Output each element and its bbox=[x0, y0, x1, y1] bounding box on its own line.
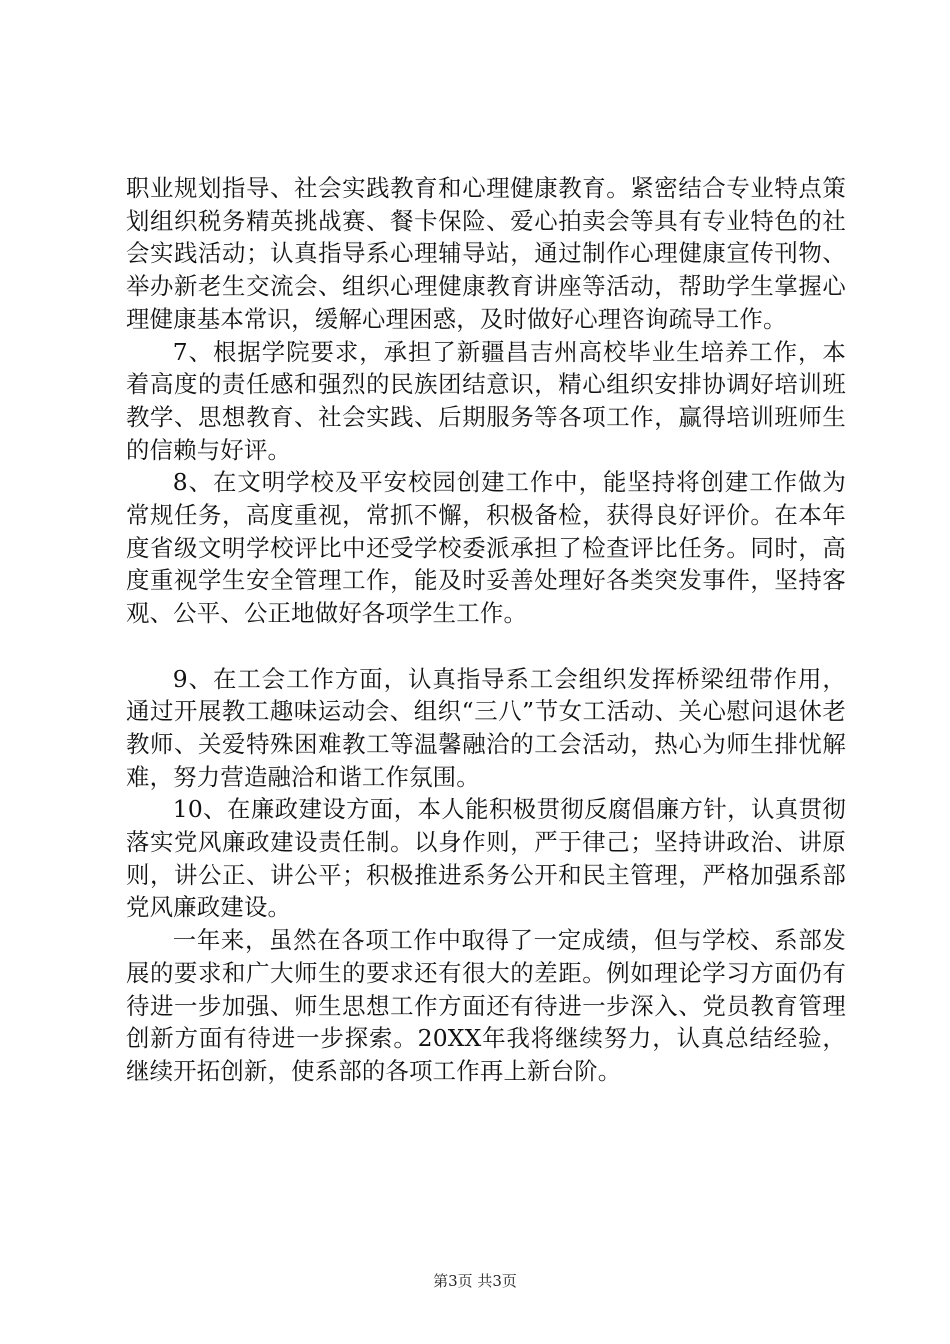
paragraph-item-10: 10、在廉政建设方面，本人能积极贯彻反腐倡廉方针，认真贯彻落实党风廉政建设责任制。以身作则，严于律己；坚持讲政治、讲原则，讲公正、讲公平；积极推进系务公开和民主管理，严格加强系部党风廉政建设。 bbox=[126, 795, 846, 922]
document-body bbox=[126, 172, 846, 1088]
paragraph-summary: 一年来，虽然在各项工作中取得了一定成绩，但与学校、系部发展的要求和广大师生的要求还有很大的差距。例如理论学习方面仍有待进一步加强、师生思想工作方面还有待进一步深入、党员教育管理创新方面有待进一步探索。20XX年我将继续努力，认真总结经验，继续开拓创新，使系部的各项工作再上新台阶。 bbox=[126, 926, 846, 1085]
paragraph-item-7: 7、根据学院要求，承担了新疆昌吉州高校毕业生培养工作，本着高度的责任感和强烈的民族团结意识，精心组织安排协调好培训班教学、思想教育、社会实践、后期服务等各项工作，赢得培训班师生的信赖与好评。 bbox=[126, 337, 846, 464]
paragraph-item-8: 8、在文明学校及平安校园创建工作中，能坚持将创建工作做为常规任务，高度重视，常抓不懈，积极备检，获得良好评价。在本年度省级文明学校评比中还受学校委派承担了检查评比任务。同时，高度重视学生安全管理工作，能及时妥善处理好各类突发事件，坚持客观、公平、公正地做好各项学生工作。 bbox=[126, 468, 846, 628]
paragraph-spacer bbox=[126, 630, 846, 663]
paragraph-career-guidance: 职业规划指导、社会实践教育和心理健康教育。紧密结合专业特点策划组织税务精英挑战赛、餐卡保险、爱心拍卖会等具有专业特色的社会实践活动；认真指导系心理辅导站，通过制作心理健康宣传刊物、举办新老生交流会、组织心理健康教育讲座等活动，帮助学生掌握心理健康基本常识，缓解心理困惑，及时做好心理咨询疏导工作。 bbox=[126, 174, 846, 333]
paragraph-item-9: 9、在工会工作方面，认真指导系工会组织发挥桥梁纽带作用，通过开展教工趣味运动会、组织“三八”节女工活动、关心慰问退休老教师、关爱特殊困难教工等温馨融洽的工会活动，热心为师生排忧解难，努力营造融洽和谐工作氛围。 bbox=[126, 664, 846, 791]
page-number-footer: 第3页 共3页 bbox=[433, 1272, 517, 1290]
